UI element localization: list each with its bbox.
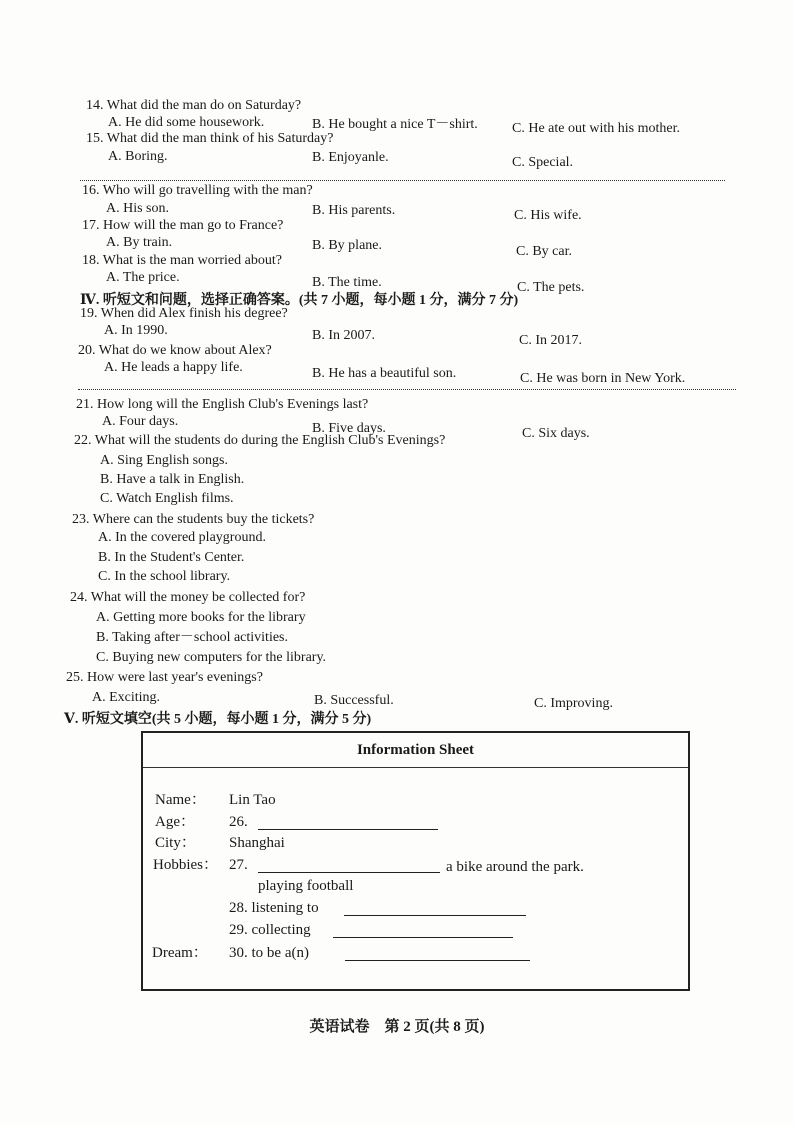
question-number: 14. — [86, 98, 104, 113]
hobby-playing: playing football — [258, 878, 354, 894]
answer-blank-29[interactable] — [333, 937, 513, 938]
option-24c: C. Buying new computers for the library. — [96, 650, 327, 665]
information-sheet-title: Information Sheet — [356, 742, 475, 758]
option-23a: A. In the covered playground. — [98, 530, 266, 545]
section-4-heading: Ⅳ. 听短文和问题，选择正确答案。(共 7 小题，每小题 1 分，满分 7 分) — [80, 293, 519, 308]
question-19 — [80, 306, 288, 322]
option-25c: C. Improving. — [534, 696, 613, 711]
name-value: Lin Tao — [229, 792, 276, 808]
question-text: What will the students do during the English Club's Evenings? — [94, 433, 446, 448]
option-22a: A. Sing English songs. — [100, 453, 228, 468]
question-14 — [86, 98, 301, 114]
answer-blank-27[interactable] — [258, 872, 440, 873]
information-sheet — [141, 731, 690, 991]
option-25b: B. Successful. — [314, 693, 394, 708]
option-17a: A. By train. — [106, 235, 173, 250]
option-19c: C. In 2017. — [519, 333, 582, 348]
option-19a: A. In 1990. — [104, 323, 168, 338]
option-21c: C. Six days. — [522, 426, 590, 441]
hobbies-label: Hobbies： — [153, 857, 218, 873]
question-22 — [74, 433, 445, 449]
option-14a: A. He did some housework. — [108, 115, 265, 130]
question-number: 15. — [86, 131, 104, 146]
option-20a: A. He leads a happy life. — [104, 360, 243, 375]
option-21a: A. Four days. — [102, 414, 179, 429]
question-number: 21. — [76, 397, 94, 412]
question-text: When did Alex finish his degree? — [100, 306, 288, 321]
answer-blank-26[interactable] — [258, 829, 438, 830]
option-16b: B. His parents. — [312, 203, 396, 218]
question-text: What did the man do on Saturday? — [106, 98, 302, 113]
dream-label: Dream： — [152, 945, 208, 961]
question-21 — [76, 397, 368, 413]
option-21b: B. Five days. — [312, 421, 386, 436]
dotted-divider — [78, 389, 736, 390]
age-label: Age： — [155, 814, 195, 830]
answer-blank-30[interactable] — [345, 960, 530, 961]
question-number: 23. — [72, 512, 90, 527]
question-number: 20. — [78, 343, 96, 358]
question-20 — [78, 343, 272, 359]
question-15 — [86, 131, 333, 147]
information-sheet-header — [143, 733, 688, 768]
option-25a: A. Exciting. — [92, 690, 161, 705]
age-number: 26. — [229, 814, 248, 830]
question-number: 25. — [66, 670, 84, 685]
option-24a: A. Getting more books for the library — [96, 610, 306, 625]
question-text: How will the man go to France? — [103, 218, 284, 233]
hobby-28: 28. listening to — [229, 900, 319, 916]
question-number: 18. — [82, 253, 100, 268]
question-number: 17. — [82, 218, 100, 233]
city-value: Shanghai — [229, 835, 285, 851]
question-text: How long will the English Club's Evenings last? — [97, 397, 369, 412]
option-19b: B. In 2007. — [312, 328, 375, 343]
option-18a: A. The price. — [106, 270, 180, 285]
option-14b: B. He bought a nice T－shirt. — [312, 117, 478, 132]
question-18 — [82, 253, 282, 269]
option-15c: C. Special. — [512, 155, 574, 170]
option-22b: B. Have a talk in English. — [100, 472, 245, 487]
dream-30: 30. to be a(n) — [229, 945, 309, 961]
dotted-divider — [80, 180, 725, 181]
hobby-27-text: a bike around the park. — [446, 859, 584, 875]
option-18c: C. The pets. — [517, 280, 585, 295]
question-text: What will the money be collected for? — [90, 590, 306, 605]
option-15a: A. Boring. — [108, 149, 168, 164]
section-5-heading: Ⅴ. 听短文填空(共 5 小题，每小题 1 分，满分 5 分) — [64, 712, 372, 727]
question-number: 24. — [70, 590, 88, 605]
name-label: Name： — [155, 792, 206, 808]
question-16 — [82, 183, 313, 199]
question-text: What is the man worried about? — [102, 253, 282, 268]
hobby-29: 29. collecting — [229, 922, 311, 938]
option-24b: B. Taking after－school activities. — [96, 630, 288, 645]
option-20b: B. He has a beautiful son. — [312, 366, 457, 381]
answer-blank-28[interactable] — [344, 915, 526, 916]
option-15b: B. Enjoyanle. — [312, 150, 389, 165]
option-17b: B. By plane. — [312, 238, 382, 253]
option-14c: C. He ate out with his mother. — [512, 121, 680, 136]
option-22c: C. Watch English films. — [100, 491, 234, 506]
question-text: What did the man think of his Saturday? — [106, 131, 334, 146]
option-23c: C. In the school library. — [98, 569, 231, 584]
question-17 — [82, 218, 283, 234]
question-text: Where can the students buy the tickets? — [92, 512, 315, 527]
city-label: City： — [155, 835, 196, 851]
question-23 — [72, 512, 314, 528]
question-number: 19. — [80, 306, 98, 321]
option-23b: B. In the Student's Center. — [98, 550, 245, 565]
option-17c: C. By car. — [516, 244, 572, 259]
question-text: Who will go travelling with the man? — [102, 183, 313, 198]
question-24 — [70, 590, 305, 606]
hobby-27-number: 27. — [229, 857, 248, 873]
option-16a: A. His son. — [106, 201, 170, 216]
option-16c: C. His wife. — [514, 208, 582, 223]
page-footer: 英语试卷 第 2 页(共 8 页) — [309, 1019, 485, 1035]
question-text: How were last year's evenings? — [87, 670, 263, 685]
option-20c: C. He was born in New York. — [520, 371, 686, 386]
question-text: What do we know about Alex? — [98, 343, 272, 358]
question-25 — [66, 670, 263, 686]
question-number: 16. — [82, 183, 100, 198]
option-18b: B. The time. — [312, 275, 382, 290]
question-number: 22. — [74, 433, 92, 448]
